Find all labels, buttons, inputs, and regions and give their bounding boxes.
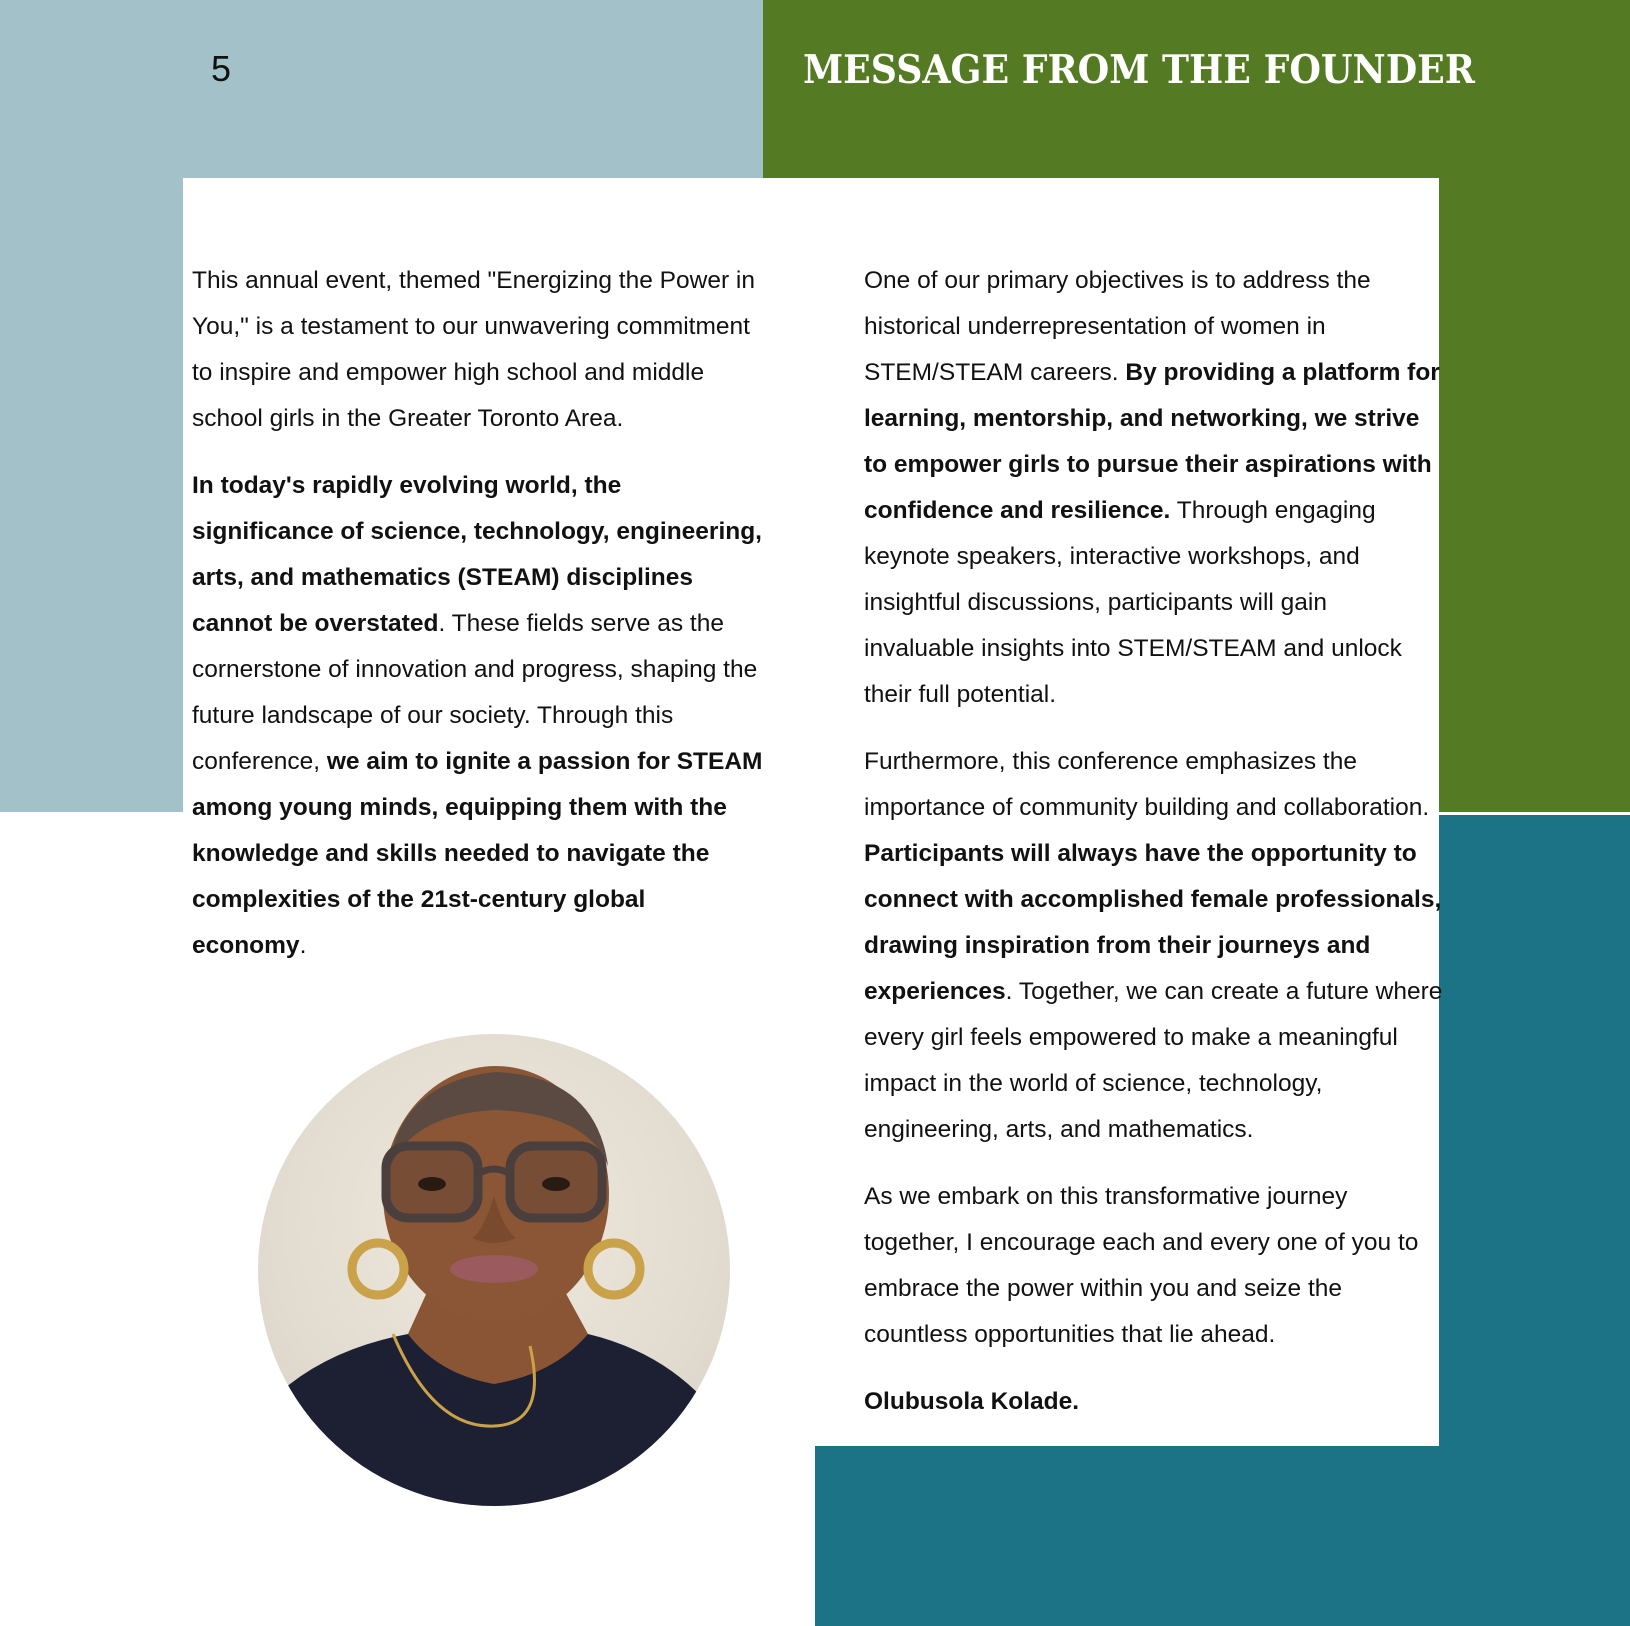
- left-paragraph-2: [192, 463, 764, 969]
- founder-signature: Olubusola Kolade.: [864, 1388, 1080, 1415]
- portrait-illustration: [258, 1034, 730, 1506]
- left-p2-text-a: . These fields serve as the cornerstone of innovation and progress, shaping the future landscape of our society. Through this conference,: [192, 610, 758, 775]
- right-p2-text-a: Furthermore, this conference emphasizes the importance of community building and collaboration.: [864, 748, 1430, 821]
- left-column: [192, 258, 764, 990]
- left-p2-text-b: .: [299, 932, 307, 959]
- signature-paragraph: [864, 1379, 1444, 1425]
- right-paragraph-1: [864, 258, 1444, 718]
- page-number: 5: [211, 48, 232, 89]
- right-p2-bold: Participants will always have the opportunity to connect with accomplished female professionals, drawing inspiration from their journeys and experiences: [864, 840, 1442, 1005]
- right-p1-bold: By providing a platform for learning, mentorship, and networking, we strive to empower girls to pursue their aspirations with confidence and resilience.: [864, 359, 1440, 524]
- right-paragraph-2: [864, 739, 1444, 1153]
- right-p1-text-b: Through engaging keynote speakers, interactive workshops, and insightful discussions, participants will gain invaluable insights into STEM/STEAM and unlock their full potential.: [864, 497, 1402, 708]
- left-p2-bold-a: In today's rapidly evolving world, the significance of science, technology, engineering, arts, and mathematics (STEAM) disciplines cannot be overstated: [192, 472, 762, 637]
- left-paragraph-1: [192, 258, 764, 442]
- founder-portrait-photo: [258, 1034, 730, 1506]
- page-title: MESSAGE FROM THE FOUNDER: [803, 47, 1475, 93]
- right-p1-text-a: One of our primary objectives is to address the historical underrepresentation of women in STEM/STEAM careers.: [864, 267, 1371, 386]
- right-paragraph-3: [864, 1174, 1444, 1358]
- right-p3-text: As we embark on this transformative journey together, I encourage each and every one of you to embrace the power within you and seize the countless opportunities that lie ahead.: [864, 1183, 1419, 1348]
- right-column: [864, 258, 1444, 1446]
- left-p1-text: This annual event, themed "Energizing the Power in You," is a testament to our unwavering commitment to inspire and empower high school and middle school girls in the Greater Toronto Area.: [192, 267, 755, 432]
- left-p2-bold-b: we aim to ignite a passion for STEAM among young minds, equipping them with the knowledge and skills needed to navigate the complexities of the 21st-century global economy: [192, 748, 763, 959]
- right-p2-text-b: . Together, we can create a future where every girl feels empowered to make a meaningful impact in the world of science, technology, engineering, arts, and mathematics.: [864, 978, 1443, 1143]
